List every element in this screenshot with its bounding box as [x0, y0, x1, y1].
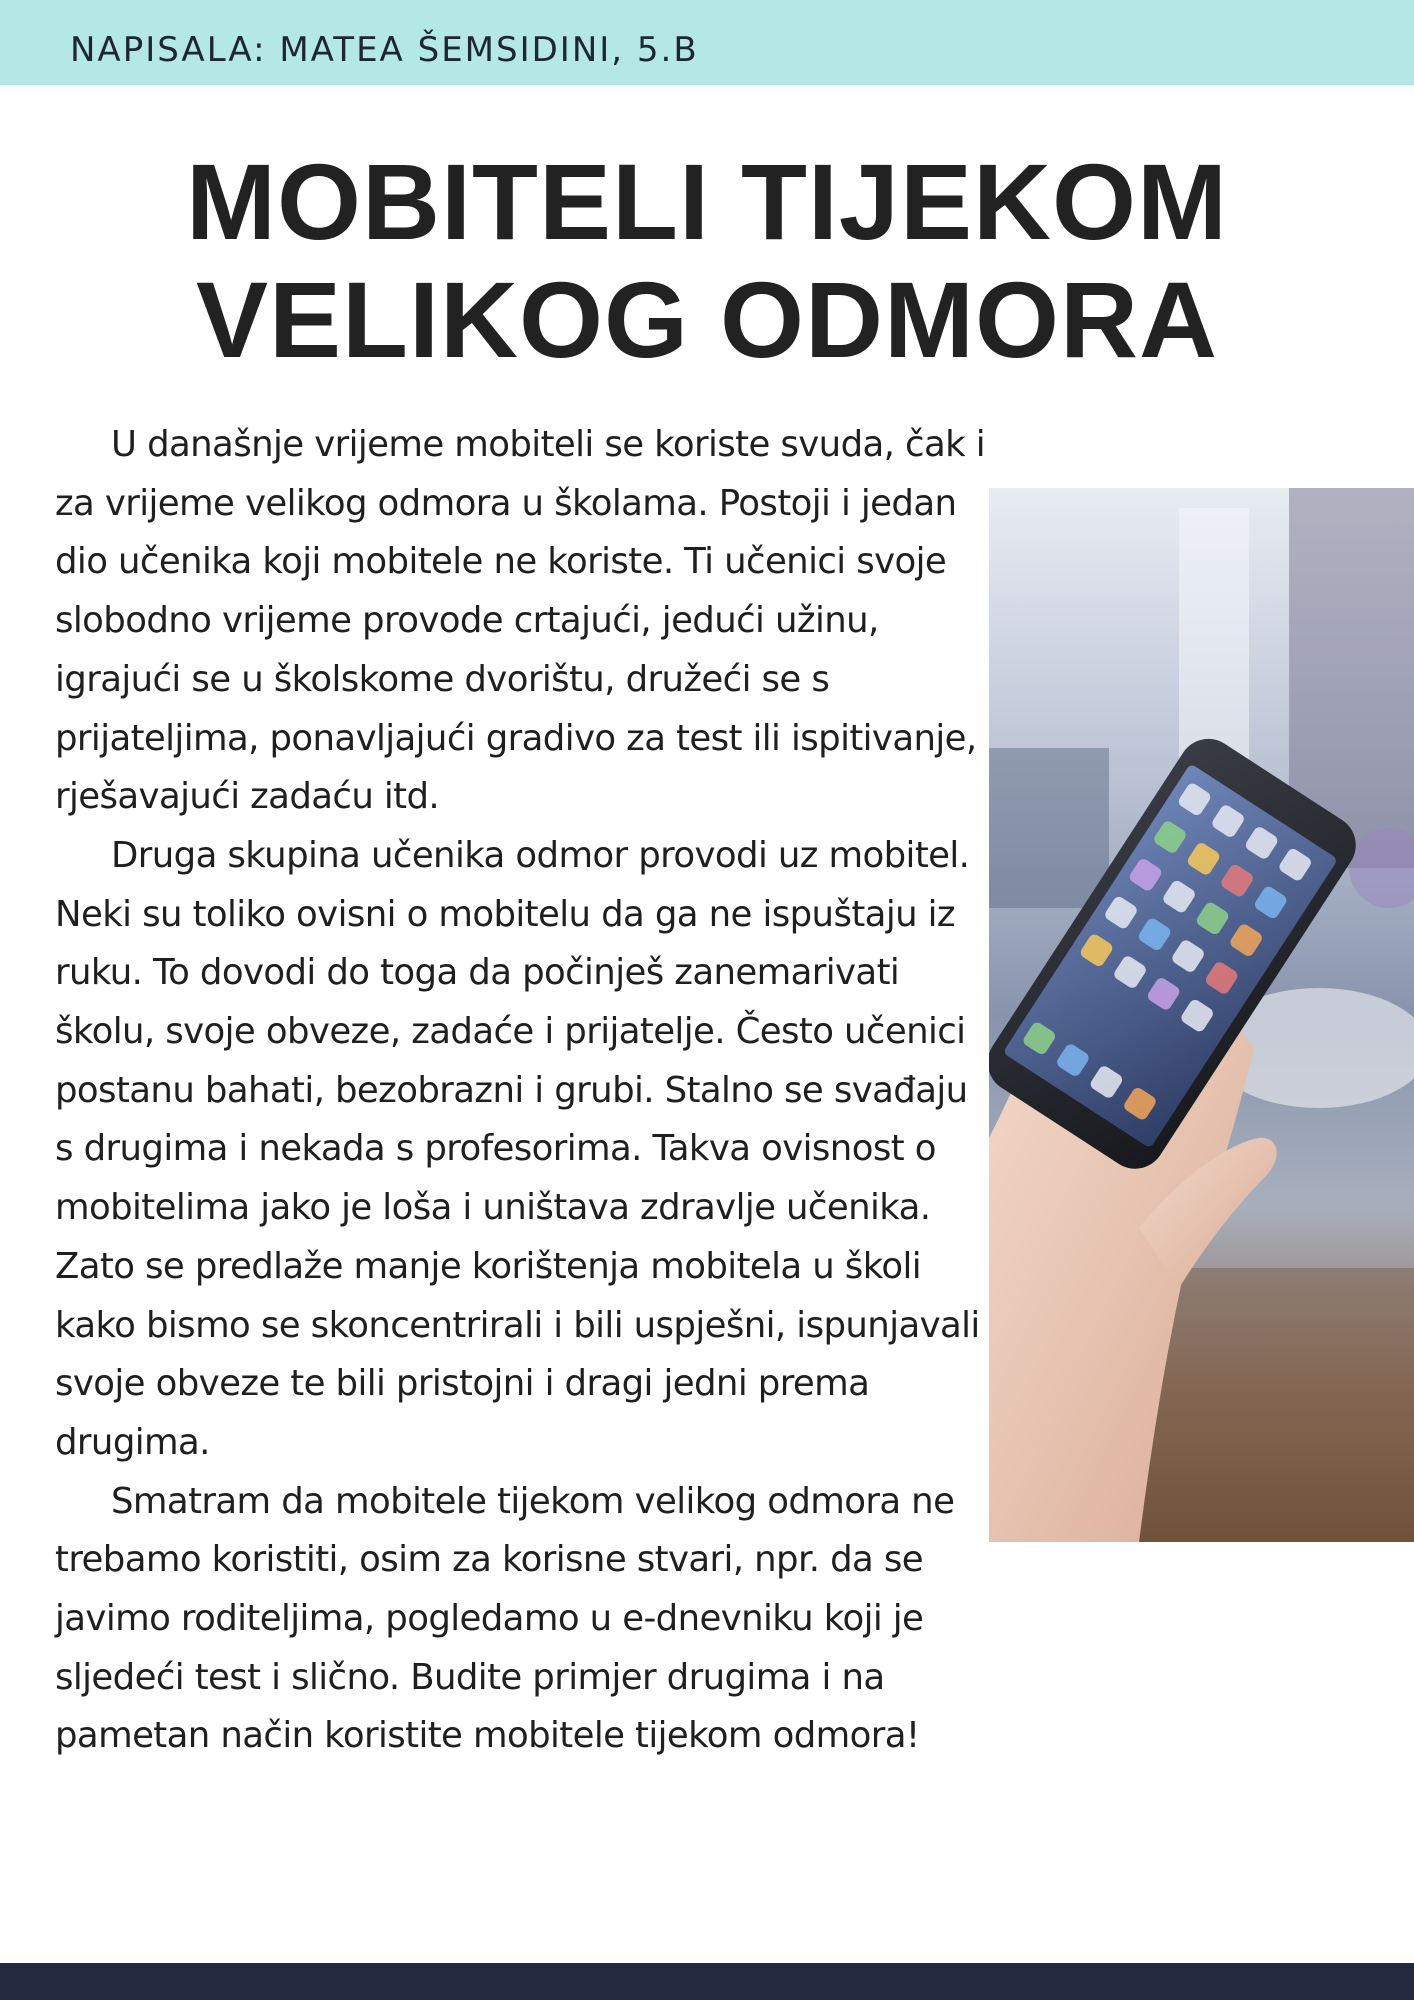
article-body	[55, 416, 990, 1766]
bottom-banner	[0, 1963, 1414, 2000]
article-paragraph-2: Druga skupina učenika odmor provodi uz mobitel. Neki su toliko ovisni o mobitelu da ga ne ispuštaju iz ruku. To dovodi do toga da počinješ zanemarivati školu, svoje obveze, zadaće i prijatelje. Često učenici postanu bahati, bezobrazni i grubi. Stalno se svađaju s drugima i nekada s profesorima. Takva ovisnost o mobitelima jako je loša i uništava zdravlje učenika. Zato se predlaže manje korištenja mobitela u školi kako bismo se skoncentrirali i bili uspješni, ispunjavali svoje obveze te bili pristojni i dragi jedni prema drugima.	[55, 834, 980, 1463]
article-title-line-1: MOBITELI TIJEKOM	[186, 141, 1228, 262]
article-paragraph-1: U današnje vrijeme mobiteli se koriste svuda, čak i za vrijeme velikog odmora u školama. Postoji i jedan dio učenika koji mobitele ne koriste. Ti učenici svoje slobodno vrijeme provode crtajući, jedući užinu, igrajući se u školskome dvorištu, družeći se s prijateljima, ponavljajući gradivo za test ili ispitivanje, rješavajući zadaću itd.	[55, 424, 986, 818]
author-byline: NAPISALA: MATEA ŠEMSIDINI, 5.B	[70, 30, 699, 70]
smartphone-photo	[989, 488, 1414, 1542]
article-title	[0, 143, 1414, 379]
article-paragraph-3: Smatram da mobitele tijekom velikog odmora ne trebamo koristiti, osim za korisne stvari, npr. da se javimo roditeljima, pogledamo u e-dnevniku koji je sljedeći test i slično. Budite primjer drugima i na pametan način koristite mobitele tijekom odmora!	[55, 1480, 955, 1757]
article-title-line-2: VELIKOG ODMORA	[195, 259, 1219, 380]
hand-holding-phone-illustration	[989, 488, 1414, 1542]
